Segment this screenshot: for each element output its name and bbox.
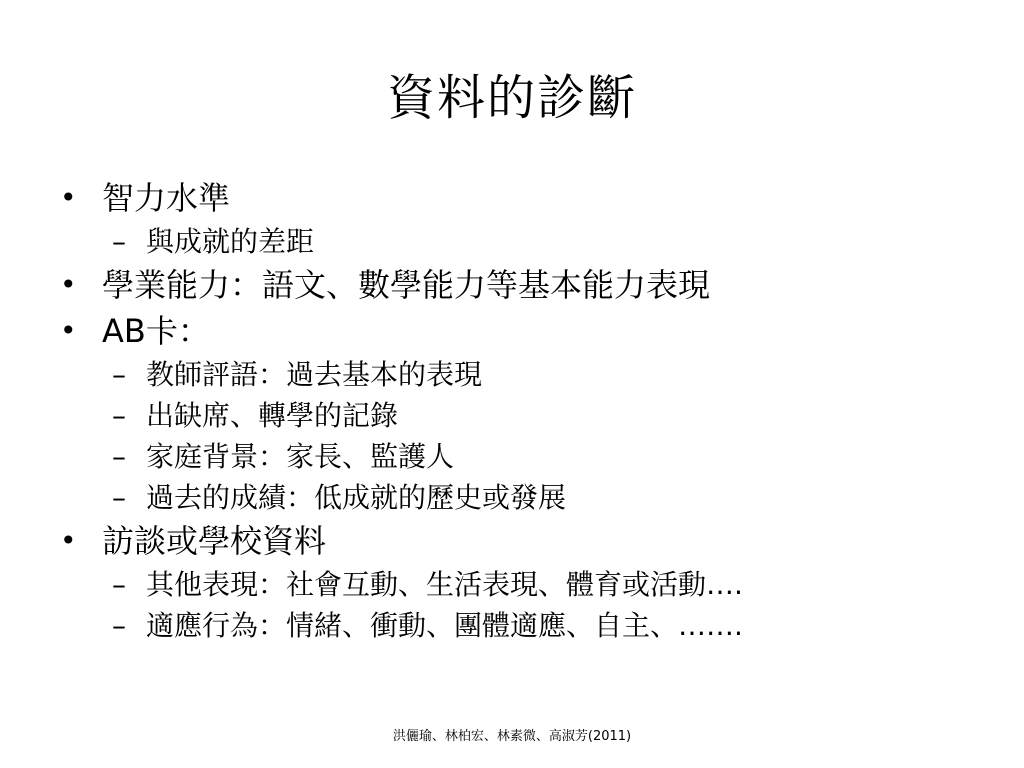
dash-marker: – <box>112 609 126 642</box>
sub-list <box>56 564 976 646</box>
bullet-marker: • <box>60 314 77 347</box>
bullet-item-ab-card <box>56 308 976 354</box>
sub-item-text: 其他表現：社會互動、生活表現、體育或活動…. <box>146 568 743 601</box>
bullet-item-interview-records <box>56 518 976 564</box>
dash-marker: – <box>112 440 126 473</box>
bullet-text: 智力水準 <box>102 179 231 217</box>
dash-marker: – <box>112 481 126 514</box>
sub-item <box>56 395 976 436</box>
sub-item <box>56 436 976 477</box>
sub-item <box>56 564 976 605</box>
sub-list <box>56 221 976 262</box>
bullet-marker: • <box>60 181 77 214</box>
bullet-text: 訪談或學校資料 <box>102 522 327 560</box>
bullet-text: 學業能力：語文、數學能力等基本能力表現 <box>102 266 711 304</box>
bullet-marker: • <box>60 524 77 557</box>
sub-item-text: 過去的成績：低成就的歷史或發展 <box>146 481 567 514</box>
bullet-marker: • <box>60 268 77 301</box>
footer-citation: 洪儷瑜、林柏宏、林素微、高淑芳(2011) <box>392 729 632 744</box>
sub-item-text: 適應行為：情緒、衝動、團體適應、自主、……. <box>146 609 743 642</box>
dash-marker: – <box>112 358 126 391</box>
sub-item-text: 與成就的差距 <box>146 225 315 258</box>
dash-marker: – <box>112 399 126 432</box>
dash-marker: – <box>112 225 126 258</box>
sub-list <box>56 354 976 518</box>
sub-item-text: 教師評語：過去基本的表現 <box>146 358 483 391</box>
sub-item <box>56 605 976 646</box>
sub-item <box>56 477 976 518</box>
bullet-text: AB卡： <box>102 312 210 350</box>
bullet-item-intelligence <box>56 175 976 221</box>
sub-item <box>56 221 976 262</box>
bullet-item-academic-ability <box>56 262 976 308</box>
bullet-list <box>56 175 976 646</box>
slide-title: 資料的診斷 <box>386 70 637 126</box>
dash-marker: – <box>112 568 126 601</box>
sub-item-text: 出缺席、轉學的記錄 <box>146 399 399 432</box>
sub-item-text: 家庭背景：家長、監護人 <box>146 440 455 473</box>
sub-item <box>56 354 976 395</box>
